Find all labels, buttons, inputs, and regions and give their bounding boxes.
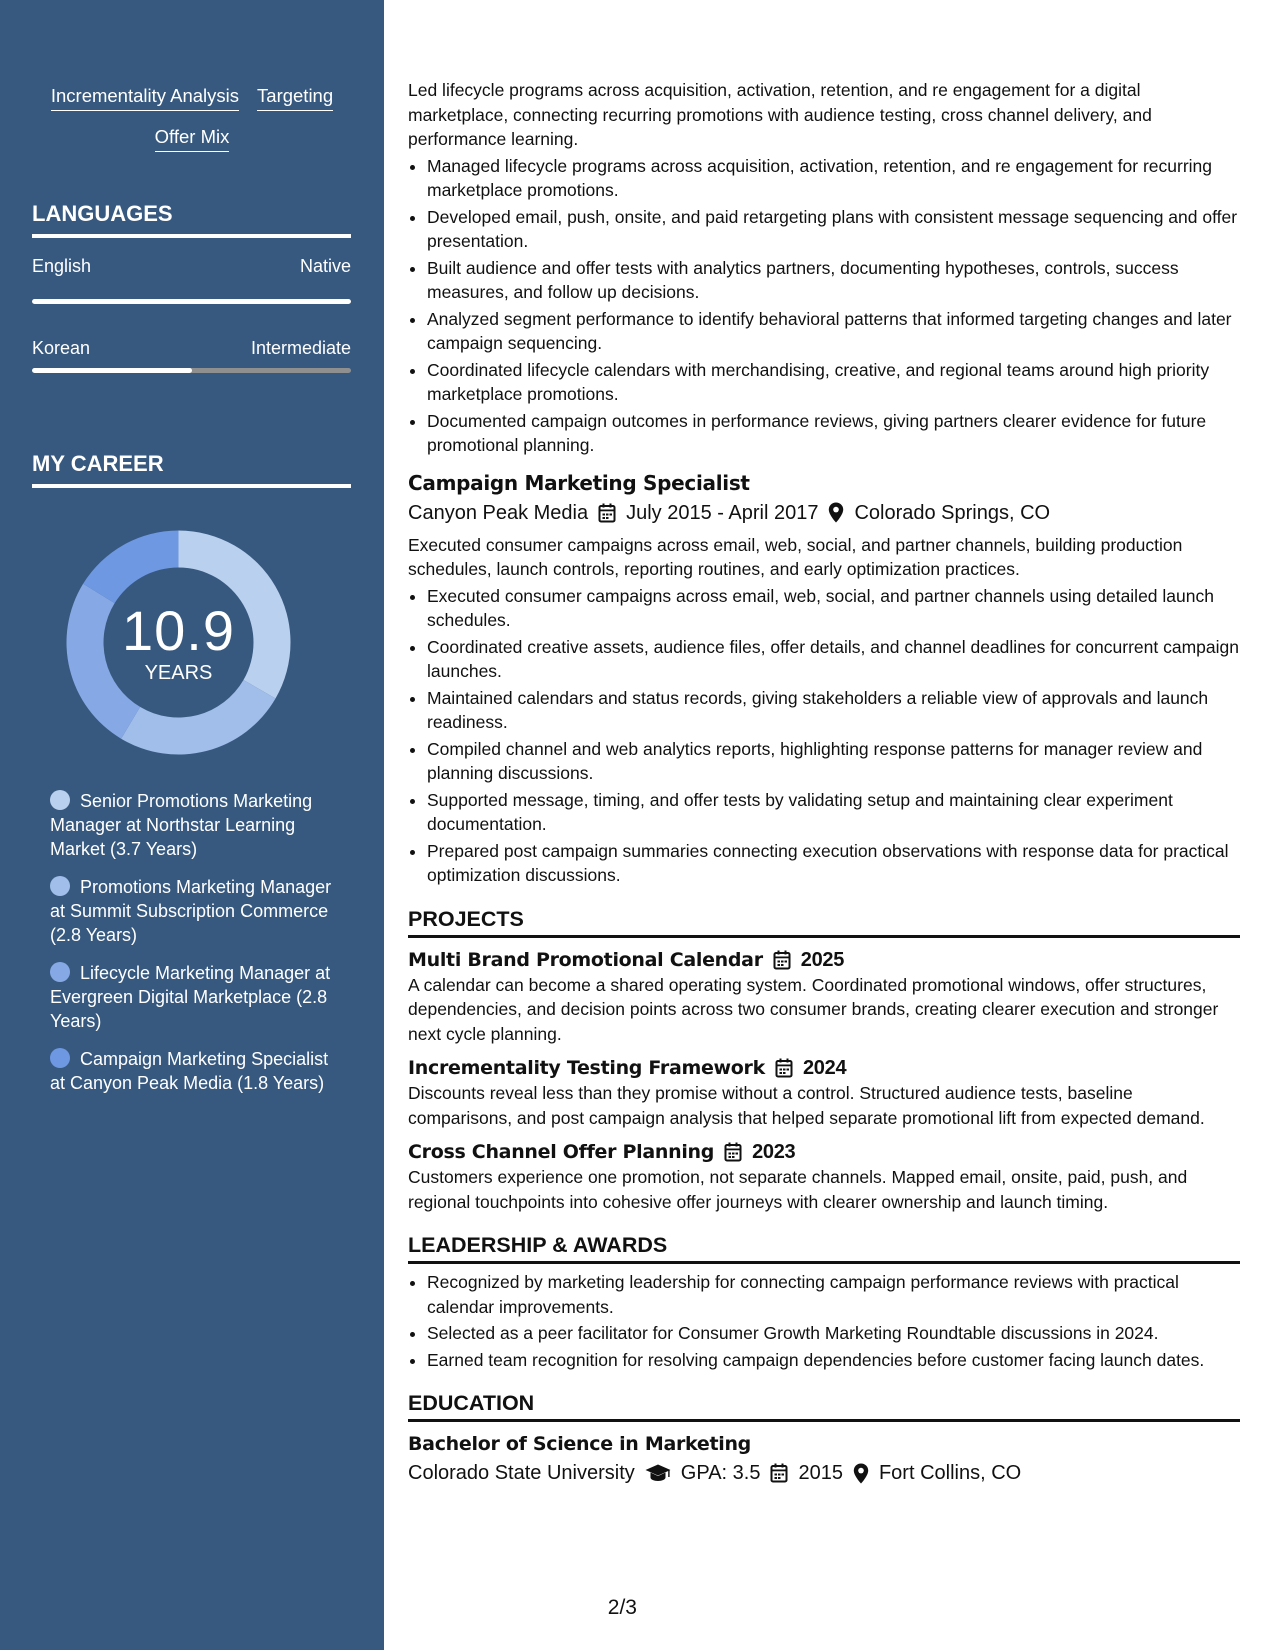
bullet-item: • Earned team recognition for resolving campaign dependencies before customer facing launch dates.	[427, 1348, 1240, 1373]
bullet-item: • Maintained calendars and status records, giving stakeholders a reliable view of approvals and launch readiness.	[427, 686, 1240, 735]
language-row	[32, 255, 351, 277]
page-number	[384, 1596, 892, 1620]
bullet-item: • Built audience and offer tests with analytics partners, documenting hypotheses, controls, success measures, and follow up decisions.	[427, 256, 1240, 305]
role-bullets	[408, 154, 1240, 458]
project-title: Cross Channel Offer Planning	[408, 1141, 715, 1163]
education-gpa: GPA: 3.5	[680, 1462, 761, 1484]
project-title-row	[408, 1139, 1240, 1165]
language-level: Native	[299, 256, 351, 276]
bullet-item: • Recognized by marketing leadership for connecting campaign performance reviews with practical calendar improvements.	[427, 1270, 1240, 1319]
legend-dot-icon	[50, 962, 70, 982]
languages-heading: LANGUAGES	[32, 200, 351, 238]
education-heading: EDUCATION	[408, 1390, 1240, 1422]
calendar-icon	[598, 503, 616, 523]
project-title: Multi Brand Promotional Calendar	[408, 948, 763, 971]
project-title-row	[408, 1055, 1240, 1081]
project-description: A calendar can become a shared operating system. Coordinated promotional windows, offer structures, dependencies, and decision points across two consumer brands, creating clearer execution and stronger next cycle planning.	[408, 974, 1219, 1044]
project-year: 2025	[800, 948, 845, 971]
project-title: Incrementality Testing Framework	[408, 1057, 765, 1079]
education-location: Fort Collins, CO	[878, 1462, 1022, 1484]
skills-list	[32, 84, 352, 152]
career-legend-label: Senior Promotions Marketing Manager at Northstar Learning Market (3.7 Years)	[50, 791, 313, 859]
calendar-icon	[775, 1058, 793, 1078]
legend-dot-icon	[50, 1048, 70, 1068]
leadership-bullets	[408, 1270, 1240, 1372]
career-legend	[50, 789, 340, 1109]
career-legend-label: Campaign Marketing Specialist at Canyon Peak Media (1.8 Years)	[50, 1049, 329, 1093]
leadership-heading: LEADERSHIP & AWARDS	[408, 1232, 1240, 1264]
job-dates: July 2015 - April 2017	[626, 501, 819, 524]
career-legend-item	[50, 875, 340, 947]
language-name: Korean	[32, 338, 91, 358]
bullet-item: • Coordinated lifecycle calendars with merchandising, creative, and regional teams around high priority marketplace promotions.	[427, 358, 1240, 407]
job-meta	[408, 499, 1240, 527]
career-total-unit: YEARS	[144, 661, 213, 684]
language-proficiency-fill	[32, 299, 351, 304]
projects-heading: PROJECTS	[408, 906, 1240, 938]
education-meta	[408, 1459, 1240, 1487]
calendar-icon	[773, 950, 791, 970]
bullet-item: • Supported message, timing, and offer tests by validating setup and maintaining clear experiment documentation.	[427, 788, 1240, 837]
career-legend-item	[50, 1047, 340, 1095]
bullet-item: • Compiled channel and web analytics reports, highlighting response patterns for manager review and planning discussions.	[427, 737, 1240, 786]
education-school: Colorado State University	[408, 1462, 635, 1484]
location-pin-icon	[828, 502, 844, 523]
job-summary: Executed consumer campaigns across email, web, social, and partner channels, building production schedules, launch controls, reporting routines, and early optimization practices.	[408, 534, 1183, 579]
career-legend-label: Promotions Marketing Manager at Summit Subscription Commerce (2.8 Years)	[50, 877, 332, 945]
bullet-item: • Executed consumer campaigns across email, web, social, and partner channels using detailed launch schedules.	[427, 584, 1240, 633]
career-legend-item	[50, 789, 340, 861]
bullet-item: • Developed email, push, onsite, and paid retargeting plans with consistent message sequencing and offer presentation.	[427, 205, 1240, 254]
bullet-item: • Selected as a peer facilitator for Consumer Growth Marketing Roundtable discussions in 2024.	[427, 1321, 1240, 1346]
job-company: Canyon Peak Media	[408, 501, 589, 524]
language-proficiency-bar	[32, 299, 351, 304]
career-heading: MY CAREER	[32, 450, 351, 488]
calendar-icon	[724, 1142, 742, 1162]
job-location: Colorado Springs, CO	[854, 501, 1051, 524]
career-legend-label: Lifecycle Marketing Manager at Evergreen Digital Marketplace (2.8 Years)	[50, 963, 331, 1031]
main-content	[408, 78, 1240, 1487]
career-total	[66, 530, 291, 755]
legend-dot-icon	[50, 790, 70, 810]
language-proficiency-bar	[32, 368, 351, 373]
career-legend-item	[50, 961, 340, 1033]
job-bullets	[408, 584, 1240, 888]
page-number-text: 2/3	[607, 1596, 637, 1619]
career-donut-chart	[66, 530, 291, 755]
skill-tag: Targeting	[257, 84, 333, 111]
job-title: Campaign Marketing Specialist	[408, 470, 750, 495]
project-description: Customers experience one promotion, not separate channels. Mapped email, onsite, paid, push, and regional touchpoints into cohesive offer journeys with clearer ownership and launch timing.	[408, 1167, 1188, 1212]
calendar-icon	[770, 1463, 788, 1483]
career-total-value: 10.9	[122, 598, 235, 662]
education-degree: Bachelor of Science in Marketing	[408, 1433, 751, 1455]
language-level: Intermediate	[250, 338, 351, 358]
bullet-item: • Coordinated creative assets, audience files, offer details, and channel deadlines for concurrent campaign launches.	[427, 635, 1240, 684]
location-pin-icon	[853, 1463, 869, 1484]
language-row	[32, 337, 351, 359]
sidebar	[0, 0, 384, 1650]
project-description: Discounts reveal less than they promise without a control. Structured audience tests, baseline comparisons, and post campaign analysis that helped separate promotional lift from expected demand.	[408, 1083, 1205, 1128]
language-name: English	[32, 256, 92, 276]
language-proficiency-fill	[32, 368, 192, 373]
project-title-row	[408, 947, 1240, 973]
bullet-item: • Prepared post campaign summaries connecting execution observations with response data for practical optimization discussions.	[427, 839, 1240, 888]
bullet-item: • Documented campaign outcomes in performance reviews, giving partners clearer evidence for future promotional planning.	[427, 409, 1240, 458]
project-year: 2024	[802, 1057, 847, 1079]
legend-dot-icon	[50, 876, 70, 896]
role-summary: Led lifecycle programs across acquisition, activation, retention, and re engagement for a digital marketplace, connecting recurring promotions with audience testing, cross channel delivery, and performance learning.	[408, 80, 1152, 149]
skill-tag: Incrementality Analysis	[51, 84, 239, 111]
bullet-item: • Analyzed segment performance to identify behavioral patterns that informed targeting changes and later campaign sequencing.	[427, 307, 1240, 356]
skill-tag: Offer Mix	[155, 125, 230, 152]
graduation-cap-icon	[645, 1464, 671, 1482]
bullet-item: • Managed lifecycle programs across acquisition, activation, retention, and re engagement for recurring marketplace promotions.	[427, 154, 1240, 203]
project-year: 2023	[752, 1141, 796, 1163]
education-year: 2015	[798, 1462, 843, 1484]
